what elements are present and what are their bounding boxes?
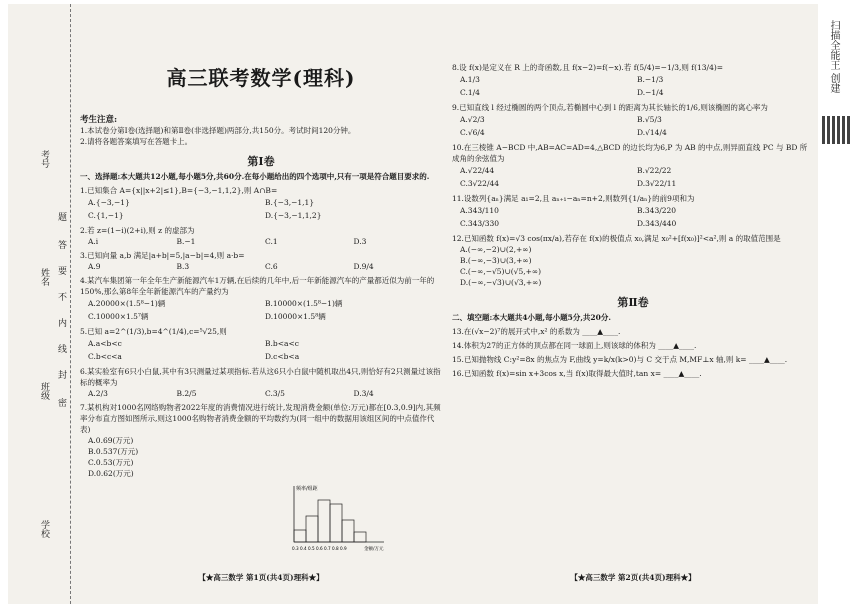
option: C.{1,−1}: [88, 211, 124, 220]
seal-char: 线: [58, 345, 68, 355]
option: B.0.537(万元): [88, 447, 139, 456]
option: A.0.69(万元): [88, 436, 134, 445]
hist-ylabel: 频率/组距: [296, 486, 318, 492]
option: D.343/440: [637, 219, 677, 228]
option: B.√22/22: [637, 166, 672, 175]
question-9: 9.已知直线 l 经过椭圆的两个顶点,若椭圆中心到 l 的距离为其长轴长的1/6,则该椭圆的离心率为: [452, 103, 768, 112]
hist-xlabel: 金额/万元: [364, 547, 384, 552]
option: A.{−3,−1}: [88, 198, 130, 207]
question-6: 6.某实验室有6只小白鼠,其中有3只测量过某项指标.若从这6只小白鼠中随机取出4只,则恰好有2只测量过该指标的概率为: [80, 367, 441, 387]
question-12: 12.已知函数 f(x)=√3 cos(πx/a),若存在 f(x)的极值点 x₀,满足 x₀²+[f(x₀)]²<a²,则 a 的取值范围是: [452, 234, 781, 243]
answer-blank: ▲: [673, 341, 680, 350]
option: C.1/4: [460, 88, 480, 97]
answer-blank: ▲: [597, 327, 604, 336]
answer-blank: ▲: [763, 355, 770, 364]
question-13: 13.在(√x−2)⁷的展开式中,x² 的系数为: [452, 327, 580, 336]
notice-heading: 考生注意:: [80, 115, 118, 125]
option: C.0.53(万元): [88, 458, 134, 467]
question-15: 15.已知抛物线 C:y²=8x 的焦点为 F,曲线 y=k/x(k>0)与 C 交于点 M,MF⊥x 轴,则 k=: [452, 355, 747, 364]
seal-char: 要: [58, 267, 68, 277]
option: D.(−∞,−√3)∪(√3,+∞): [460, 278, 542, 287]
page-right: 8.设 f(x)是定义在 R 上的奇函数,且 f(x−2)=f(−x).若 f(5/4)=−1/3,则 f(13/4)= A.1/3 B.−1/3 C.1/4 D.−1/4 9.已知直线 l 经过椭圆的两个顶点,若椭圆中心到 l 的距离为其长轴长的1/6,则该椭圆的离心率为 A.√2/3 B.√5/3 C.√6/4 D.√14/4 10.在三棱锥 A−BCD 中,AB=AC=AD=4,△BCD 的边长均为6,P 为 AB 的中点,则异面直线 PC 与 BD 所成角的余弦值为 A.√22/44 B.√22/22 C.3√22/44 D.3√22/11 11.设数列{aₙ}满足 a₁=2,且 aₙ₊₁−aₙ=n+2,则数列{1/aₙ}的前9项和为 A.343/110 B.343/220 C.343/330 D.343/440 12.已知函数 f(x)=√3 cos(πx/a),若存在 f(x)的极值点 x₀,满足 x₀²+[f(x₀)]²<a²,则 a 的取值范围是 A.(−∞,−2)∪(2,+∞) B.(−∞,−3)∪(3,+∞) C.(−∞,−√5)∪(√5,+∞) D.(−∞,−√3)∪(√3,+∞) 第Ⅱ卷 二、填空题:本大题共4小题,每小题5分,共20分. 13.在(√x−2)⁷的展开式中,x² 的系数为 ____▲____. 14.体积为27的正方体的顶点都在同一球面上,则该球的体积为 ____▲____. 15.已知抛物线 C:y²=8x 的焦点为 F,曲线 y=k/x(k>0)与 C 交于点 M,MF⊥x 轴,则 k= ____▲____. 16.已知函数 f(x)=sin x+3cos x,当 f(x)取得最大值时,tan x= ____▲____.: [452, 8, 814, 382]
part1-heading: 第Ⅰ卷: [247, 155, 275, 168]
option: B.{−3,−1,1}: [265, 198, 315, 207]
option: A.1/3: [460, 75, 480, 84]
seal-char: 内: [58, 319, 68, 329]
option: D.c<b<a: [265, 352, 300, 361]
page-left: [80, 8, 442, 479]
option: D.{−3,−1,1,2}: [265, 211, 322, 220]
option: B.10000×(1.5⁸−1)辆: [265, 299, 343, 308]
hist-bar: [294, 530, 306, 542]
option: D.10000×1.5⁸辆: [265, 312, 326, 321]
seal-char: 题: [58, 213, 68, 223]
option: A.20000×(1.5⁸−1)辆: [88, 299, 166, 308]
seal-char: 不: [58, 293, 68, 303]
notice-line: 1.本试卷分第Ⅰ卷(选择题)和第Ⅱ卷(非选择题)两部分,共150分。考试时间120分钟。: [80, 126, 356, 135]
scanner-watermark: 扫描全能王 创建: [828, 20, 839, 94]
option: B.−1: [176, 237, 196, 246]
question-1: 1.已知集合 A={x||x+2|≤1},B={−3,−1,1,2},则 A∩B=: [80, 186, 278, 195]
exam-title: 高三联考数学(理科): [166, 66, 356, 90]
option: B.(−∞,−3)∪(3,+∞): [460, 256, 532, 265]
option: A.i: [88, 237, 99, 246]
section2-intro: 二、填空题:本大题共4小题,每小题5分,共20分.: [452, 313, 611, 322]
label-xuexiao: 学校: [39, 520, 49, 538]
section1-intro: 一、选择题:本大题共12小题,每小题5分,共60分.在每小题给出的四个选项中,只有一项是符合题目要求的.: [80, 172, 430, 181]
option: A.2/3: [88, 389, 108, 398]
option: B.√5/3: [637, 115, 662, 124]
option: D.0.62(万元): [88, 469, 134, 478]
qr-code-icon: [822, 116, 850, 144]
question-16: 16.已知函数 f(x)=sin x+3cos x,当 f(x)取得最大值时,tan x=: [452, 369, 662, 378]
seal-char: 封: [58, 371, 68, 381]
option: D.3/4: [353, 389, 374, 398]
option: D.9/4: [353, 262, 374, 271]
hist-bar: [306, 516, 318, 542]
question-11: 11.设数列{aₙ}满足 a₁=2,且 aₙ₊₁−aₙ=n+2,则数列{1/aₙ}的前9项和为: [452, 194, 695, 203]
hist-bar: [342, 520, 354, 542]
label-banji: 班级: [39, 382, 49, 400]
option: C.10000×1.5⁷辆: [88, 312, 149, 321]
question-2: 2.若 z=(1−i)(2+i),则 z 的虚部为: [80, 226, 195, 235]
option: B.−1/3: [637, 75, 664, 84]
question-8: 8.设 f(x)是定义在 R 上的奇函数,且 f(x−2)=f(−x).若 f(5/4)=−1/3,则 f(13/4)=: [452, 63, 724, 72]
option: B.b<a<c: [265, 339, 299, 348]
option: C.3√22/44: [460, 179, 500, 188]
option: B.3: [176, 262, 190, 271]
option: C.343/330: [460, 219, 500, 228]
option: C.3/5: [265, 389, 285, 398]
option: D.3: [353, 237, 367, 246]
option: A.√22/44: [460, 166, 495, 175]
question-14: 14.体积为27的正方体的顶点都在同一球面上,则该球的体积为: [452, 341, 656, 350]
option: D.√14/4: [637, 128, 667, 137]
part2-heading: 第Ⅱ卷: [617, 296, 649, 309]
option: A.a<b<c: [88, 339, 122, 348]
binding-strip: [8, 4, 71, 604]
question-3: 3.已知向量 a,b 满足|a+b|=5,|a−b|=4,则 a·b=: [80, 251, 245, 260]
hist-bar: [354, 532, 366, 542]
option: D.3√22/11: [637, 179, 677, 188]
answer-blank: ▲: [678, 369, 685, 378]
option: C.1: [265, 237, 278, 246]
seal-char: 答: [58, 241, 68, 251]
hist-xticks: 0.3 0.4 0.5 0.6 0.7 0.8 0.9: [292, 546, 347, 551]
label-kaohao: 考号: [39, 150, 49, 168]
option: B.343/220: [637, 206, 677, 215]
notice-line: 2.请将各题答案填写在答题卡上。: [80, 137, 193, 146]
option: A.343/110: [460, 206, 499, 215]
option: C.(−∞,−√5)∪(√5,+∞): [460, 267, 542, 276]
question-7: 7.某机构对1000名网络购物者2022年度的消费情况进行统计,发现消费金额(单位:万元)都在[0.3,0.9]内,其频率分布直方图如图所示,则这1000名购物者消费金额的平均数约为(同一组中的数据用该组区间的中点值作代表): [80, 403, 441, 434]
question-10: 10.在三棱锥 A−BCD 中,AB=AC=AD=4,△BCD 的边长均为6,P 为 AB 的中点,则异面直线 PC 与 BD 所成角的余弦值为: [452, 143, 808, 163]
label-xingming: 姓名: [39, 268, 49, 286]
hist-bar: [330, 504, 342, 542]
question-4: 4.某汽车集团第一年全年生产新能源汽车1万辆,在后续的几年中,后一年新能源汽车的产量都近似为前一年的150%,那么第8年全年新能源汽车的产量约为: [80, 276, 435, 296]
option: A.(−∞,−2)∪(2,+∞): [460, 245, 532, 254]
option: A.√2/3: [460, 115, 485, 124]
footer-left: 【★高三数学 第1页(共4页)理科★】: [198, 573, 324, 582]
seal-char: 密: [58, 399, 68, 409]
option: B.2/5: [176, 389, 197, 398]
question-5: 5.已知 a=2^(1/3),b=4^(1/4),c=⁵√25,则: [80, 327, 227, 336]
frequency-histogram: [286, 482, 390, 552]
option: C.6: [265, 262, 278, 271]
footer-right: 【★高三数学 第2页(共4页)理科★】: [570, 573, 696, 582]
option: C.√6/4: [460, 128, 485, 137]
option: A.9: [88, 262, 101, 271]
option: D.−1/4: [637, 88, 664, 97]
option: C.b<c<a: [88, 352, 122, 361]
hist-bar: [318, 500, 330, 542]
